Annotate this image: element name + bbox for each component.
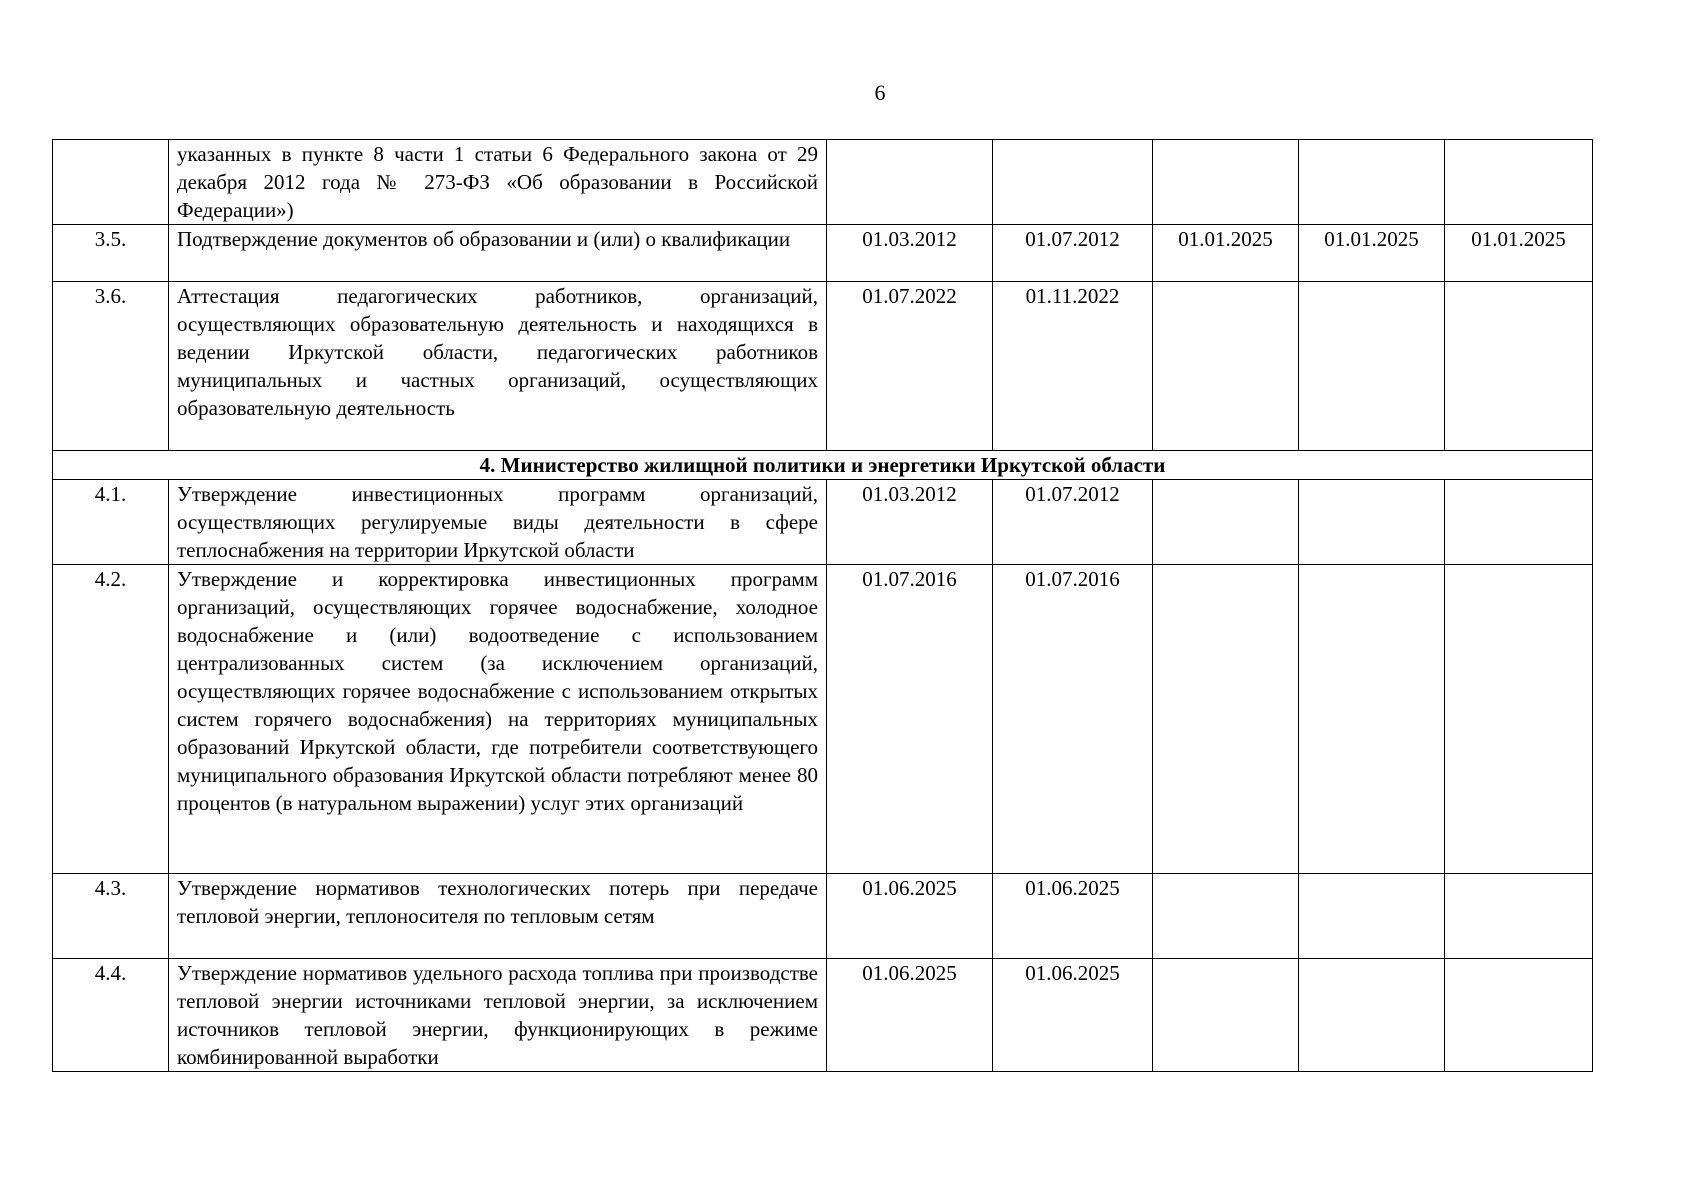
row-number [53,140,169,225]
row-number: 3.6. [53,282,169,451]
table-row [53,480,1593,565]
date-cell: 01.06.2025 [827,959,993,1072]
row-number: 4.4. [53,959,169,1072]
page-number: 6 [874,80,886,105]
table-row [53,959,1593,1072]
row-number: 4.1. [53,480,169,565]
date-cell: 01.03.2012 [827,480,993,565]
date-cell: 01.03.2012 [827,225,993,282]
date-cell [1153,140,1299,225]
date-cell: 01.06.2025 [993,874,1153,959]
row-description: Утверждение и корректировка инвестиционных программ организаций, осуществляющих горячее водоснабжение, холодное водоснабжение и (или) водоотведение с использованием централизованных систем (за исключением организаций, осуществляющих горячее водоснабжение с использованием открытых систем горячего водоснабжения) на территориях муниципальных образований Иркутской области, где потребители соответствующего муниципального образования Иркутской области потребляют менее 80 процентов (в натуральном выражении) услуг этих организаций [169,565,827,874]
table-row [53,140,1593,225]
row-number: 4.2. [53,565,169,874]
date-cell [1153,282,1299,451]
date-cell [827,140,993,225]
date-cell [1445,140,1593,225]
date-cell [1299,282,1445,451]
table-row [53,874,1593,959]
date-cell [1153,874,1299,959]
row-description: Утверждение инвестиционных программ организаций, осуществляющих регулируемые виды деятельности в сфере теплоснабжения на территории Иркутской области [169,480,827,565]
date-cell [1299,874,1445,959]
table-row [53,225,1593,282]
row-number: 3.5. [53,225,169,282]
date-cell: 01.01.2025 [1445,225,1593,282]
date-cell: 01.01.2025 [1299,225,1445,282]
row-description: Утверждение нормативов удельного расхода топлива при производстве тепловой энергии источниками тепловой энергии, за исключением источников тепловой энергии, функционирующих в режиме комбинированной выработки [169,959,827,1072]
date-cell [1299,480,1445,565]
row-number: 4.3. [53,874,169,959]
date-cell [1445,480,1593,565]
section-heading-row [53,451,1593,480]
date-cell: 01.06.2025 [993,959,1153,1072]
date-cell: 01.07.2022 [827,282,993,451]
date-cell: 01.07.2012 [993,480,1153,565]
date-cell [1445,282,1593,451]
row-description: Подтверждение документов об образовании и (или) о квалификации [169,225,827,282]
services-table [52,139,1593,1072]
table-row [53,565,1593,874]
date-cell [1153,480,1299,565]
date-cell: 01.11.2022 [993,282,1153,451]
date-cell [1299,959,1445,1072]
date-cell: 01.07.2016 [993,565,1153,874]
date-cell [1153,959,1299,1072]
date-cell [1299,140,1445,225]
date-cell [1445,565,1593,874]
date-cell [1445,959,1593,1072]
row-description: Утверждение нормативов технологических потерь при передаче тепловой энергии, теплоносителя по тепловым сетям [169,874,827,959]
date-cell [1445,874,1593,959]
date-cell: 01.07.2016 [827,565,993,874]
date-cell: 01.01.2025 [1153,225,1299,282]
date-cell: 01.06.2025 [827,874,993,959]
table-row [53,282,1593,451]
section-title: 4. Министерство жилищной политики и энергетики Иркутской области [53,451,1593,480]
date-cell [993,140,1153,225]
date-cell [1299,565,1445,874]
row-description: указанных в пункте 8 части 1 статьи 6 Федерального закона от 29 декабря 2012 года № 273-ФЗ «Об образовании в Российской Федерации») [169,140,827,225]
row-description: Аттестация педагогических работников, организаций, осуществляющих образовательную деятельность и находящихся в ведении Иркутской области, педагогических работников муниципальных и частных организаций, осуществляющих образовательную деятельность [169,282,827,451]
date-cell [1153,565,1299,874]
date-cell: 01.07.2012 [993,225,1153,282]
